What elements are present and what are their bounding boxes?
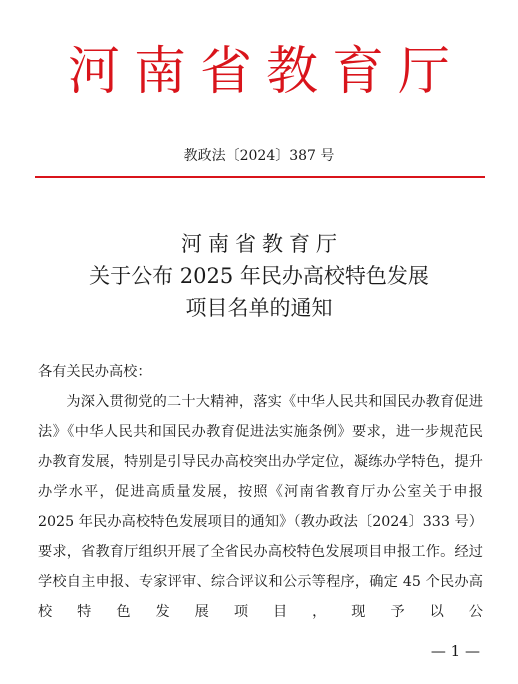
document-body (38, 357, 483, 627)
masthead-title: 河南省教育厅 (67, 42, 464, 102)
document-title (0, 228, 518, 324)
body-paragraph: 为深入贯彻党的二十大精神，落实《中华人民共和国民办教育促进法》《中华人民共和国民办教育促进法实施条例》要求，进一步规范民办教育发展，特别是引导民办高校突出办学定位，凝练办学特色，提升办学水平，促进高质量发展，按照《河南省教育厅办公室关于申报 2025 年民办高校特色发展项目的通知》（教办政法〔2024〕333 号）要求，省教育厅组织开展了全省民办高校特色发展项目申报工作。经过学校自主申报、专家评审、综合评议和公示等程序，确定 45 个民办高校特色发展项目，现予以公 (38, 394, 483, 620)
salutation: 各有关民办高校： (38, 364, 152, 380)
header-divider (35, 176, 485, 178)
title-line-3: 项目名单的通知 (185, 296, 333, 320)
title-line-1: 河南省教育厅 (181, 232, 343, 256)
title-line-2: 关于公布 2025 年民办高校特色发展 (89, 264, 429, 288)
document-number: 教政法〔2024〕387 号 (183, 148, 335, 164)
page-number: — 1 — (430, 642, 480, 660)
